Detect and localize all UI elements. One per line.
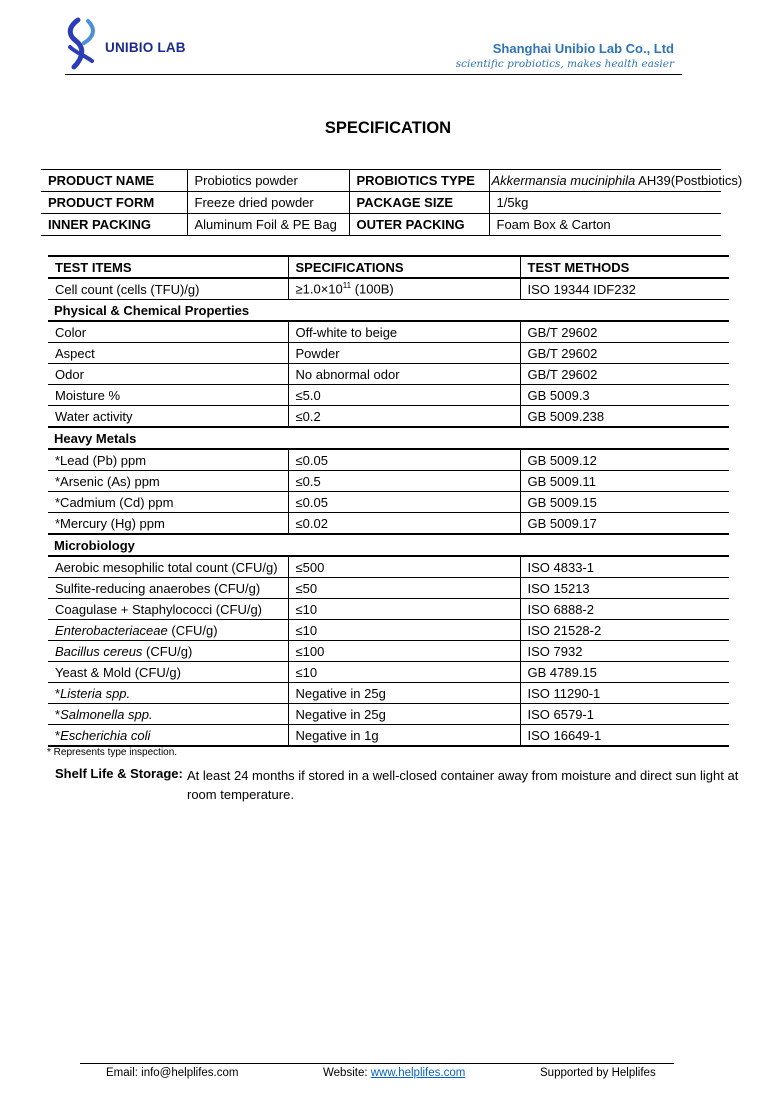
test-method: GB 5009.3: [520, 385, 729, 406]
test-items-table: [48, 255, 729, 747]
item-suffix: (CFU/g): [142, 643, 193, 659]
test-item: [48, 725, 288, 747]
test-item: Coagulase + Staphylococci (CFU/g): [48, 599, 288, 620]
table-row: [48, 662, 729, 683]
test-method: GB 5009.17: [520, 513, 729, 535]
test-spec: ≤0.05: [288, 492, 520, 513]
metals-rows: [48, 449, 729, 534]
test-spec: ≤50: [288, 578, 520, 599]
test-spec: Negative in 25g: [288, 683, 520, 704]
test-item: *Lead (Pb) ppm: [48, 449, 288, 471]
product-info-value: [489, 170, 743, 192]
product-info-label: PACKAGE SIZE: [349, 192, 489, 214]
item-prefix: *: [55, 685, 61, 701]
product-info-value: Freeze dried powder: [187, 192, 349, 214]
table-row: [48, 620, 729, 641]
table-row: [48, 513, 729, 535]
product-info-row: [41, 192, 721, 214]
test-method: GB 5009.11: [520, 471, 729, 492]
header-divider: [65, 74, 682, 75]
test-item: Sulfite-reducing anaerobes (CFU/g): [48, 578, 288, 599]
test-method: GB 4789.15: [520, 662, 729, 683]
spec-prefix: ≥1.0×10: [295, 281, 343, 297]
table-row: [48, 385, 729, 406]
item-prefix: *: [55, 706, 61, 722]
document-title: SPECIFICATION: [324, 119, 452, 137]
table-row: [48, 343, 729, 364]
test-item: *Mercury (Hg) ppm: [48, 513, 288, 535]
test-item: Yeast & Mold (CFU/g): [48, 662, 288, 683]
test-spec: [288, 278, 520, 300]
table-row: [48, 704, 729, 725]
test-method: ISO 16649-1: [520, 725, 729, 747]
item-prefix: *: [55, 727, 61, 743]
test-item: Aerobic mesophilic total count (CFU/g): [48, 556, 288, 578]
item-organism: Salmonella spp.: [60, 706, 153, 722]
test-item: [48, 683, 288, 704]
website-link[interactable]: www.helplifes.com: [370, 1067, 466, 1079]
product-info-row: [41, 170, 721, 192]
table-row: [48, 492, 729, 513]
table-row: [48, 471, 729, 492]
product-info-value: Aluminum Foil & PE Bag: [187, 214, 349, 236]
table-row: [48, 599, 729, 620]
section-title: Microbiology: [48, 534, 729, 556]
test-spec: ≤10: [288, 599, 520, 620]
product-info-table: [41, 169, 743, 236]
test-spec: Negative in 25g: [288, 704, 520, 725]
strain-label: AH39(Postbiotics): [635, 173, 743, 188]
spec-suffix: (100B): [351, 281, 394, 297]
section-row: [48, 534, 729, 556]
test-spec: ≤500: [288, 556, 520, 578]
website-label: Website:: [323, 1067, 371, 1079]
test-spec: Negative in 1g: [288, 725, 520, 747]
footnote: * Represents type inspection.: [47, 747, 178, 758]
column-header: TEST ITEMS: [48, 256, 288, 278]
item-organism: Enterobacteriaceae: [55, 622, 168, 638]
test-spec: ≤10: [288, 620, 520, 641]
product-info-value: Foam Box & Carton: [489, 214, 721, 236]
test-method: ISO 4833-1: [520, 556, 729, 578]
micro-rows: [48, 556, 729, 746]
test-spec: No abnormal odor: [288, 364, 520, 385]
product-info-label: INNER PACKING: [41, 214, 187, 236]
test-item: Moisture %: [48, 385, 288, 406]
test-item: [48, 620, 288, 641]
shelf-life-label: Shelf Life & Storage:: [55, 766, 183, 781]
test-method: ISO 15213: [520, 578, 729, 599]
table-header-row: [48, 256, 729, 278]
logo-text: UNIBIO LAB: [105, 40, 186, 55]
company-slogan: scientific probiotics, makes health easier: [455, 58, 674, 70]
shelf-life-text: At least 24 months if stored in a well-closed container away from moisture and direct sun light at room temperature.: [187, 768, 739, 802]
test-spec: ≤10: [288, 662, 520, 683]
test-item: *Arsenic (As) ppm: [48, 471, 288, 492]
table-row: [48, 556, 729, 578]
item-organism: Bacillus cereus: [55, 643, 143, 659]
table-row: [48, 406, 729, 428]
column-header: SPECIFICATIONS: [288, 256, 520, 278]
table-row: [48, 321, 729, 343]
product-info-value: Probiotics powder: [187, 170, 349, 192]
test-spec: Powder: [288, 343, 520, 364]
test-spec: ≤5.0: [288, 385, 520, 406]
product-info-label: PRODUCT FORM: [41, 192, 187, 214]
table-row: [48, 725, 729, 747]
product-info-label: PROBIOTICS TYPE: [349, 170, 489, 192]
test-spec: ≤0.2: [288, 406, 520, 428]
test-spec: ≤100: [288, 641, 520, 662]
test-item: [48, 641, 288, 662]
spec-exponent: 11: [342, 281, 352, 291]
table-row: [48, 578, 729, 599]
test-spec: ≤0.5: [288, 471, 520, 492]
test-item: Aspect: [48, 343, 288, 364]
item-suffix: (CFU/g): [167, 622, 218, 638]
column-header: TEST METHODS: [520, 256, 729, 278]
test-method: GB/T 29602: [520, 343, 729, 364]
product-info-value: 1/5kg: [489, 192, 721, 214]
item-organism: Escherichia coli: [60, 727, 151, 743]
item-organism: Listeria spp.: [60, 685, 131, 701]
product-info-label: PRODUCT NAME: [41, 170, 187, 192]
footer-divider: [80, 1063, 674, 1064]
unibio-logo-icon: [62, 17, 102, 71]
test-method: GB/T 29602: [520, 321, 729, 343]
section-title: Heavy Metals: [48, 427, 729, 449]
footer-website: [323, 1067, 465, 1079]
section-title: Physical & Chemical Properties: [48, 300, 729, 322]
test-spec: ≤0.05: [288, 449, 520, 471]
test-method: ISO 21528-2: [520, 620, 729, 641]
test-method: GB/T 29602: [520, 364, 729, 385]
test-item: *Cadmium (Cd) ppm: [48, 492, 288, 513]
table-row: [48, 641, 729, 662]
test-method: GB 5009.12: [520, 449, 729, 471]
test-item: Color: [48, 321, 288, 343]
test-method: GB 5009.15: [520, 492, 729, 513]
test-spec: Off-white to beige: [288, 321, 520, 343]
footer-support: Supported by Helplifes: [540, 1067, 656, 1079]
section-row: [48, 427, 729, 449]
table-row: [48, 449, 729, 471]
company-name: Shanghai Unibio Lab Co., Ltd: [492, 41, 674, 56]
footer-email: Email: info@helplifes.com: [106, 1067, 239, 1079]
table-row: [48, 364, 729, 385]
test-item: Odor: [48, 364, 288, 385]
test-item: [48, 704, 288, 725]
product-info-label: OUTER PACKING: [349, 214, 489, 236]
test-spec: ≤0.02: [288, 513, 520, 535]
test-method: GB 5009.238: [520, 406, 729, 428]
test-method: ISO 19344 IDF232: [520, 278, 729, 300]
table-row: [48, 278, 729, 300]
test-method: ISO 11290-1: [520, 683, 729, 704]
table-row: [48, 683, 729, 704]
product-info-row: [41, 214, 721, 236]
species-name: Akkermansia muciniphila: [491, 173, 636, 188]
test-method: ISO 6888-2: [520, 599, 729, 620]
test-item: Water activity: [48, 406, 288, 428]
section-row: [48, 300, 729, 322]
test-item: Cell count (cells (TFU)/g): [48, 278, 288, 300]
test-method: ISO 6579-1: [520, 704, 729, 725]
physical-rows: [48, 321, 729, 427]
test-method: ISO 7932: [520, 641, 729, 662]
